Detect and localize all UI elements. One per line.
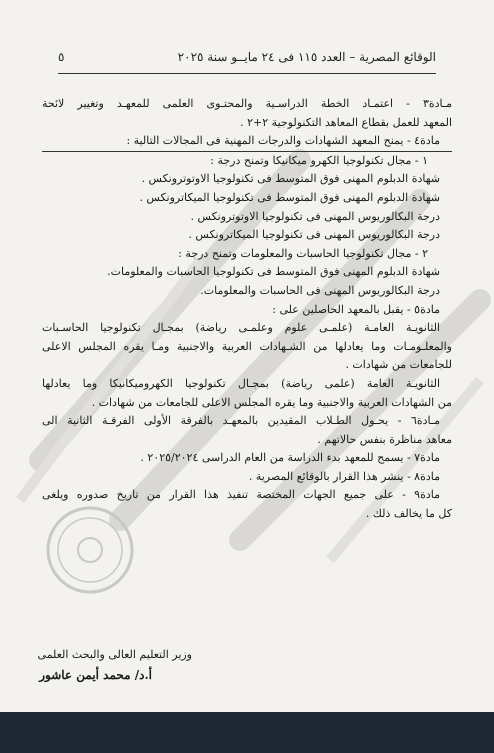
text-line: من الشهادات العربية والاجنبية وما يقره المجلس الاعلى للجامعات من شهادات .	[91, 395, 452, 409]
text-line: شهادة الدبلوم المهنى فوق المتوسط فى تكنولوجيا الميكاترونكس .	[139, 190, 440, 204]
text-line: شهادة الدبلوم المهنى فوق المتوسط فى تكنولوجيا الاوتوترونكس .	[141, 172, 440, 186]
text-line: مادة٩ - على جميع الجهات المختصة تنفيذ هذا القرار من تاريخ صدوره ويلغى	[42, 488, 440, 502]
text-line: مادة٥ - يقبل بالمعهد الحاصلين على :	[272, 302, 440, 316]
text-line: درجة البكالوريوس المهنى فى الحاسبات والمعلومات.	[200, 283, 440, 297]
text-line: ١ - مجال تكنولوجيا الكهرو ميكانيكا وتمنح درجة :	[210, 153, 428, 167]
text-line: شهادة الدبلوم المهنى فوق المتوسط فى تكنولوجيا الحاسبات والمعلومات.	[107, 265, 440, 279]
text-line: مـادة٣ - اعتمـاد الخطة الدراسـية والمحتـوى العلمى للمعهـد وتغيير لائحة	[42, 97, 452, 110]
text-line: للجامعات من شهادات .	[345, 358, 452, 372]
minister-title: وزير التعليم العالى والبحث العلمى	[37, 648, 192, 661]
decree-body	[42, 95, 452, 524]
gazette-header	[58, 50, 436, 70]
text-line: مـادة٦ - يحـول الطـلاب المقيدين بالمعهـد بالفرقة الأولى الفرقـة الثانية الى	[42, 414, 440, 428]
text-line: درجة البكالوريوس المهنى فى تكنولوجيا الاوتوترونكس .	[190, 209, 440, 223]
viewer-bottom-bar	[0, 712, 494, 753]
page-number: ٥	[58, 50, 65, 64]
text-line: مادة٧ - يسمح للمعهد بدء الدراسة من العام الدراسى ٢٠٢٥/٢٠٢٤ .	[140, 451, 440, 465]
text-line: المعهد للعمل بقطاع المعاهد التكنولوجية ٢+٢ .	[240, 115, 452, 129]
text-line: درجة البكالوريوس المهنى فى تكنولوجيا الميكاترونكس .	[188, 228, 440, 242]
text-line: معاهد مناظرة بنفس حالاتهم .	[317, 432, 452, 446]
text-line: الثانويـة العامة (علمى رياضة) بمجـال تكنولوجيا الكهروميكانيكا وما يعادلها	[42, 376, 440, 390]
text-line: مادة٨ - ينشر هذا القرار بالوقائع المصرية .	[248, 469, 440, 483]
header-divider	[58, 73, 436, 74]
text-line: كل ما يخالف ذلك .	[365, 507, 452, 521]
text-line: مادة٤ - يمنح المعهد الشهادات والدرجات المهنية فى المجالات التالية :	[42, 132, 452, 152]
minister-name: أ.د/ محمد أيمن عاشور	[39, 668, 152, 682]
text-line: والمعلـومـات وما يعادلها من الشـهادات العربية والاجنبية ومـا يقره المجلس الاعلى	[42, 339, 452, 353]
gazette-title: الوقائع المصرية – العدد ١١٥ فى ٢٤ مايــو سنة ٢٠٢٥	[177, 50, 436, 64]
text-line: ٢ - مجال تكنولوجيا الحاسبات والمعلومات وتمنح درجة :	[178, 246, 428, 260]
text-line: الثانويـة العامـة (علمـى علوم وعلمـى رياضة) بمجـال تكنولوجيا الحاسـبات	[42, 321, 440, 335]
